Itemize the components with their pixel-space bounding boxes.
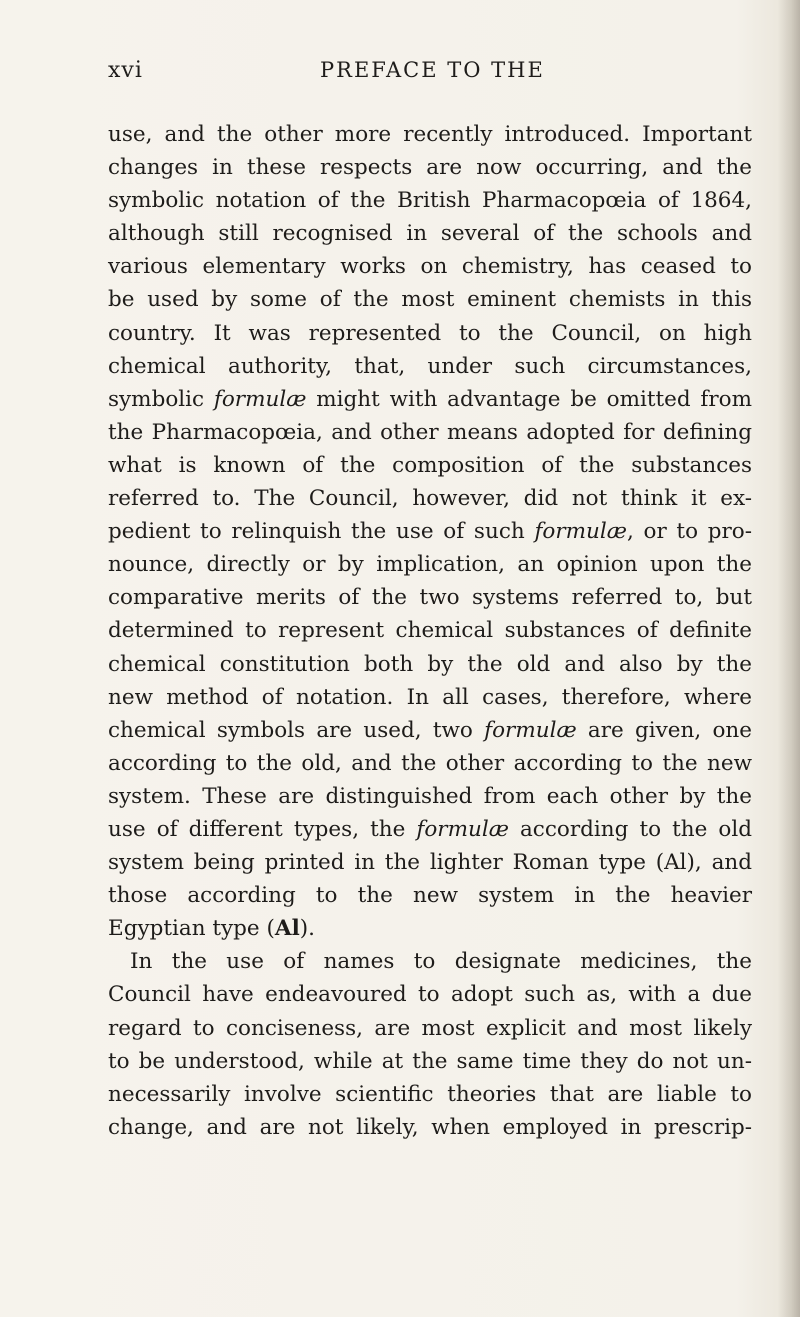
text-line: necessarily involve scientific theories that are liable to	[108, 1081, 752, 1107]
body-text	[108, 118, 752, 1144]
text-line: changes in these respects are now occurring, and the	[108, 155, 752, 181]
text-line: what is known of the composition of the substances	[108, 452, 752, 478]
text-line: system being printed in the lighter Roman type (Al), and	[108, 850, 752, 876]
text-line: determined to represent chemical substances of definite	[108, 618, 752, 644]
italic-term: formulæ	[534, 519, 627, 545]
text-line: regard to conciseness, are most explicit and most likely	[108, 1015, 752, 1041]
text-line: Egyptian type (Al).	[108, 916, 315, 942]
text-line: referred to. The Council, however, did not think it ex-	[108, 486, 752, 512]
text-line: use of different types, the formulæ according to the old	[108, 816, 752, 842]
italic-term: formulæ	[213, 386, 307, 412]
running-title: PREFACE TO THE	[320, 58, 545, 82]
text-line: those according to the new system in the heavier	[108, 883, 752, 909]
text-line: although still recognised in several of the schools and	[108, 221, 752, 247]
text-line: the Pharmacopœia, and other means adopted for defining	[108, 419, 752, 445]
italic-term: formulæ	[416, 816, 509, 842]
text-line: In the use of names to designate medicines, the	[130, 949, 752, 975]
text-line: symbolic formulæ might with advantage be omitted from	[108, 386, 753, 412]
page-number: xvi	[108, 58, 143, 83]
text-line: be used by some of the most eminent chemists in this	[108, 287, 752, 313]
text-line: new method of notation. In all cases, therefore, where	[108, 684, 752, 710]
text-line: use, and the other more recently introduced. Important	[108, 122, 752, 147]
italic-term: formulæ	[484, 717, 577, 743]
egyptian-type-sample: Al	[274, 916, 300, 942]
text-line: to be understood, while at the same time they do not un-	[108, 1048, 752, 1074]
text-line: country. It was represented to the Council, on high	[108, 320, 752, 346]
text-line: chemical constitution both by the old and also by the	[108, 651, 752, 677]
text-line: symbolic notation of the British Pharmacopœia of 1864,	[108, 188, 752, 214]
text-line: chemical authority, that, under such circumstances,	[108, 353, 752, 379]
text-line: system. These are distinguished from each other by the	[108, 783, 752, 809]
text-line: comparative merits of the two systems referred to, but	[108, 585, 752, 611]
text-line: Council have endeavoured to adopt such as, with a due	[108, 982, 752, 1008]
page-edge-shadow	[778, 0, 800, 1317]
text-line: pedient to relinquish the use of such formulæ, or to pro-	[108, 519, 752, 545]
text-line: nounce, directly or by implication, an opinion upon the	[108, 552, 752, 578]
text-line: according to the old, and the other according to the new	[108, 750, 752, 776]
text-line: chemical symbols are used, two formulæ are given, one	[108, 717, 752, 743]
text-line: change, and are not likely, when employed in prescrip-	[108, 1114, 752, 1140]
text-line: various elementary works on chemistry, has ceased to	[108, 254, 752, 280]
running-header	[108, 58, 748, 94]
